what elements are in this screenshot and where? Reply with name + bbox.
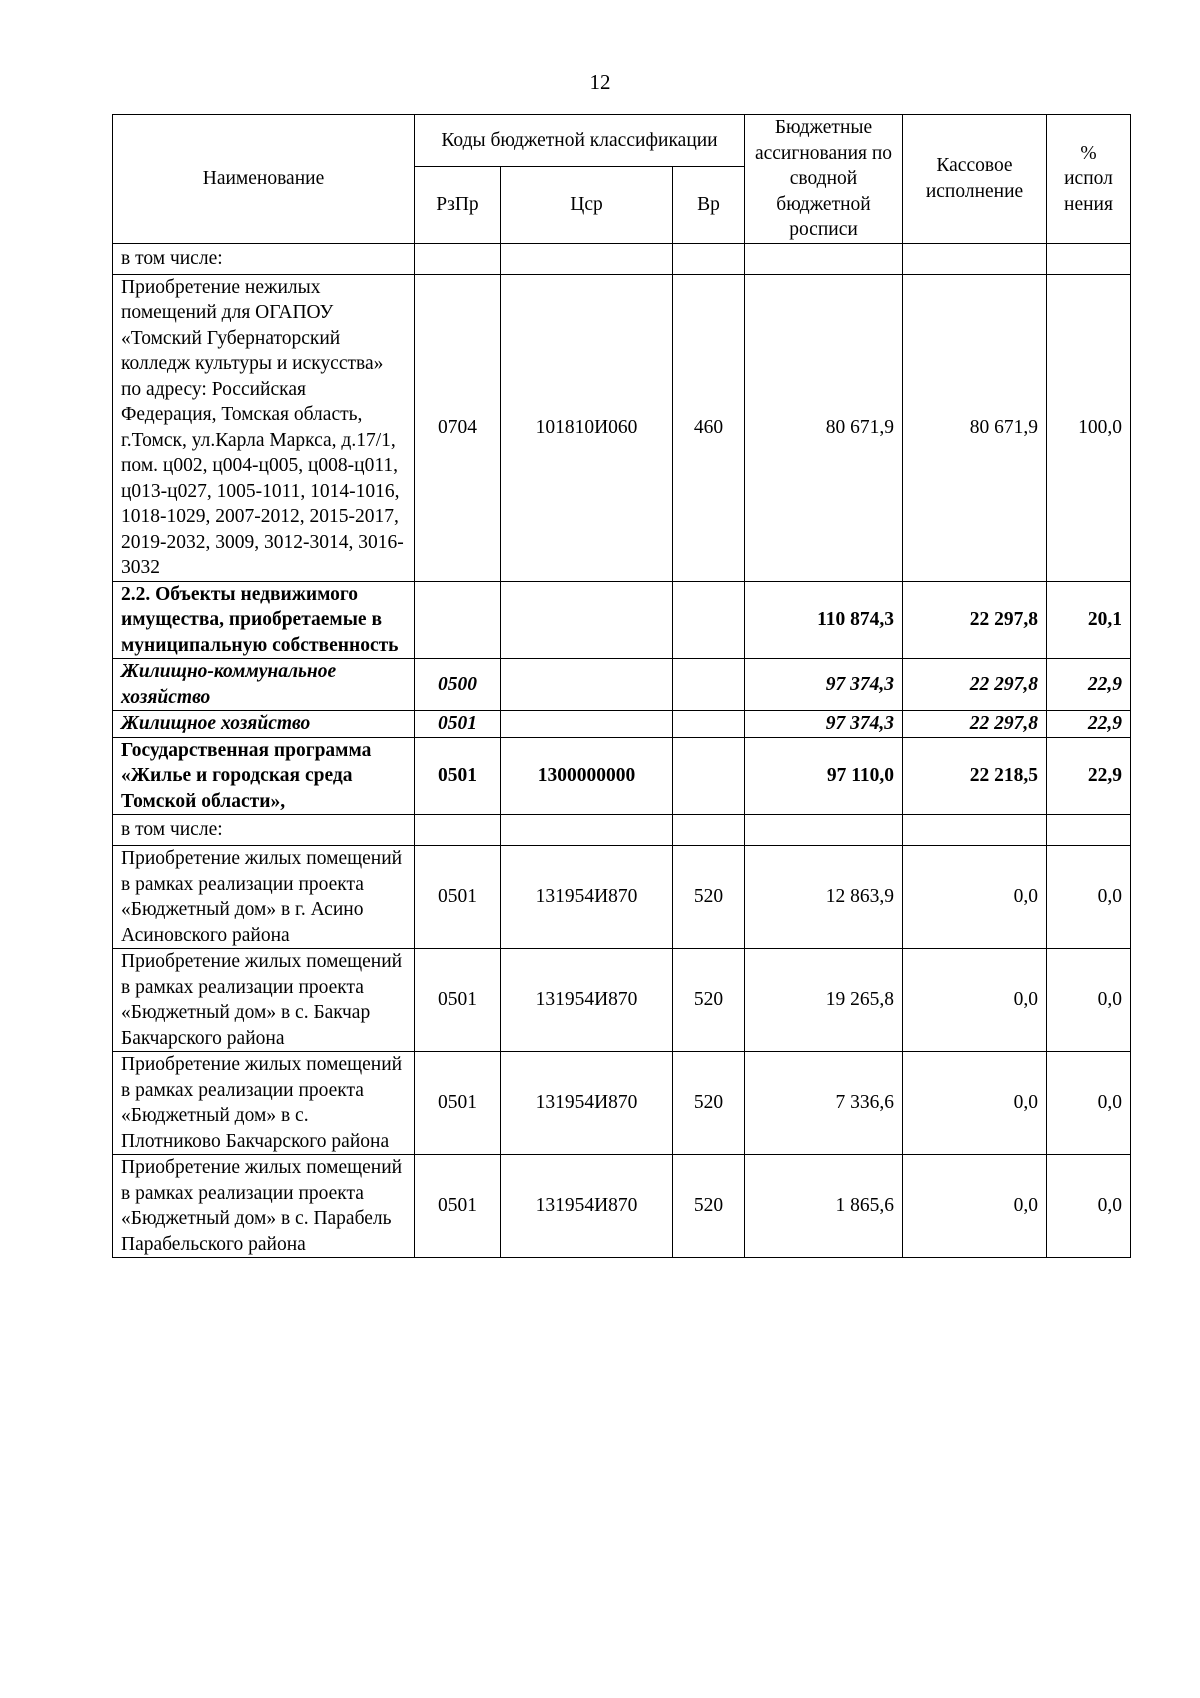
row-rzpr: 0500	[415, 659, 501, 711]
header-cash: Кассовое исполнение	[903, 115, 1047, 244]
table-row	[113, 581, 1131, 659]
row-assign	[745, 815, 903, 846]
row-assign	[745, 243, 903, 274]
row-assign: 1 865,6	[745, 1155, 903, 1258]
row-vr: 520	[673, 1052, 745, 1155]
header-assignments: Бюджетные ассигнования по сводной бюджетной росписи	[745, 115, 903, 244]
row-name: Приобретение нежилых помещений для ОГАПОУ «Томский Губернаторский колледж культуры и искусства» по адресу: Российская Федерация, Томская область, г.Томск, ул.Карла Маркса, д.17/1, пом. ц002, ц004-ц005, ц008-ц011, ц013-ц027, 1005-1011, 1014-1016, 1018-1029, 2007-2012, 2015-2017, 2019-2032, 3009, 3012-3014, 3016-3032	[113, 274, 415, 581]
row-pct: 22,9	[1047, 737, 1131, 815]
row-pct: 22,9	[1047, 659, 1131, 711]
row-cash: 0,0	[903, 949, 1047, 1052]
row-csr: 1300000000	[501, 737, 673, 815]
table-row	[113, 846, 1131, 949]
row-pct: 22,9	[1047, 711, 1131, 738]
row-assign: 110 874,3	[745, 581, 903, 659]
table-row	[113, 815, 1131, 846]
row-vr	[673, 815, 745, 846]
row-csr	[501, 243, 673, 274]
row-vr	[673, 737, 745, 815]
row-rzpr: 0501	[415, 1155, 501, 1258]
row-name: Государственная программа «Жилье и городская среда Томской области»,	[113, 737, 415, 815]
table-row	[113, 274, 1131, 581]
row-pct: 0,0	[1047, 1155, 1131, 1258]
row-rzpr: 0501	[415, 949, 501, 1052]
row-vr	[673, 581, 745, 659]
header-csr: Цср	[501, 167, 673, 243]
row-csr	[501, 581, 673, 659]
row-name: Приобретение жилых помещений в рамках реализации проекта «Бюджетный дом» в г. Асино Асиновского района	[113, 846, 415, 949]
row-cash: 0,0	[903, 1052, 1047, 1155]
row-cash	[903, 243, 1047, 274]
row-pct: 0,0	[1047, 1052, 1131, 1155]
row-rzpr	[415, 581, 501, 659]
row-cash	[903, 815, 1047, 846]
row-name: Жилищное хозяйство	[113, 711, 415, 738]
row-rzpr: 0704	[415, 274, 501, 581]
row-assign: 97 110,0	[745, 737, 903, 815]
row-name: в том числе:	[113, 815, 415, 846]
page-number: 12	[589, 70, 611, 94]
row-cash: 80 671,9	[903, 274, 1047, 581]
row-pct: 20,1	[1047, 581, 1131, 659]
row-csr: 131954И870	[501, 1155, 673, 1258]
row-name: Приобретение жилых помещений в рамках реализации проекта «Бюджетный дом» в с. Плотниково Бакчарского района	[113, 1052, 415, 1155]
row-name: Приобретение жилых помещений в рамках реализации проекта «Бюджетный дом» в с. Парабель Парабельского района	[113, 1155, 415, 1258]
row-assign: 97 374,3	[745, 711, 903, 738]
table-row	[113, 711, 1131, 738]
table-row	[113, 659, 1131, 711]
row-csr	[501, 659, 673, 711]
row-vr: 520	[673, 949, 745, 1052]
row-assign: 97 374,3	[745, 659, 903, 711]
row-pct	[1047, 243, 1131, 274]
row-pct: 0,0	[1047, 846, 1131, 949]
row-vr	[673, 243, 745, 274]
row-pct	[1047, 815, 1131, 846]
row-rzpr: 0501	[415, 846, 501, 949]
header-vr: Вр	[673, 167, 745, 243]
row-rzpr	[415, 243, 501, 274]
header-codes: Коды бюджетной классификации	[415, 115, 745, 167]
row-vr	[673, 659, 745, 711]
row-csr: 131954И870	[501, 949, 673, 1052]
row-rzpr: 0501	[415, 737, 501, 815]
row-name: 2.2. Объекты недвижимого имущества, приобретаемые в муниципальную собственность	[113, 581, 415, 659]
row-vr: 460	[673, 274, 745, 581]
row-cash: 0,0	[903, 1155, 1047, 1258]
table-row	[113, 1155, 1131, 1258]
row-vr: 520	[673, 1155, 745, 1258]
row-csr: 131954И870	[501, 1052, 673, 1155]
row-cash: 22 297,8	[903, 711, 1047, 738]
header-percent: % испол нения	[1047, 115, 1131, 244]
table-row	[113, 949, 1131, 1052]
row-assign: 7 336,6	[745, 1052, 903, 1155]
row-pct: 0,0	[1047, 949, 1131, 1052]
header-rzpr: РзПр	[415, 167, 501, 243]
budget-table	[112, 114, 1131, 1258]
row-rzpr: 0501	[415, 1052, 501, 1155]
row-csr	[501, 815, 673, 846]
row-cash: 0,0	[903, 846, 1047, 949]
row-vr: 520	[673, 846, 745, 949]
row-assign: 12 863,9	[745, 846, 903, 949]
row-csr: 131954И870	[501, 846, 673, 949]
row-name: Жилищно-коммунальное хозяйство	[113, 659, 415, 711]
row-vr	[673, 711, 745, 738]
header-name: Наименование	[113, 115, 415, 244]
table-row	[113, 737, 1131, 815]
row-name: Приобретение жилых помещений в рамках реализации проекта «Бюджетный дом» в с. Бакчар Бакчарского района	[113, 949, 415, 1052]
row-name: в том числе:	[113, 243, 415, 274]
row-csr	[501, 711, 673, 738]
table-row	[113, 1052, 1131, 1155]
row-cash: 22 297,8	[903, 659, 1047, 711]
row-cash: 22 297,8	[903, 581, 1047, 659]
row-assign: 19 265,8	[745, 949, 903, 1052]
table-row	[113, 243, 1131, 274]
row-pct: 100,0	[1047, 274, 1131, 581]
row-rzpr: 0501	[415, 711, 501, 738]
row-assign: 80 671,9	[745, 274, 903, 581]
row-cash: 22 218,5	[903, 737, 1047, 815]
row-csr: 101810И060	[501, 274, 673, 581]
row-rzpr	[415, 815, 501, 846]
